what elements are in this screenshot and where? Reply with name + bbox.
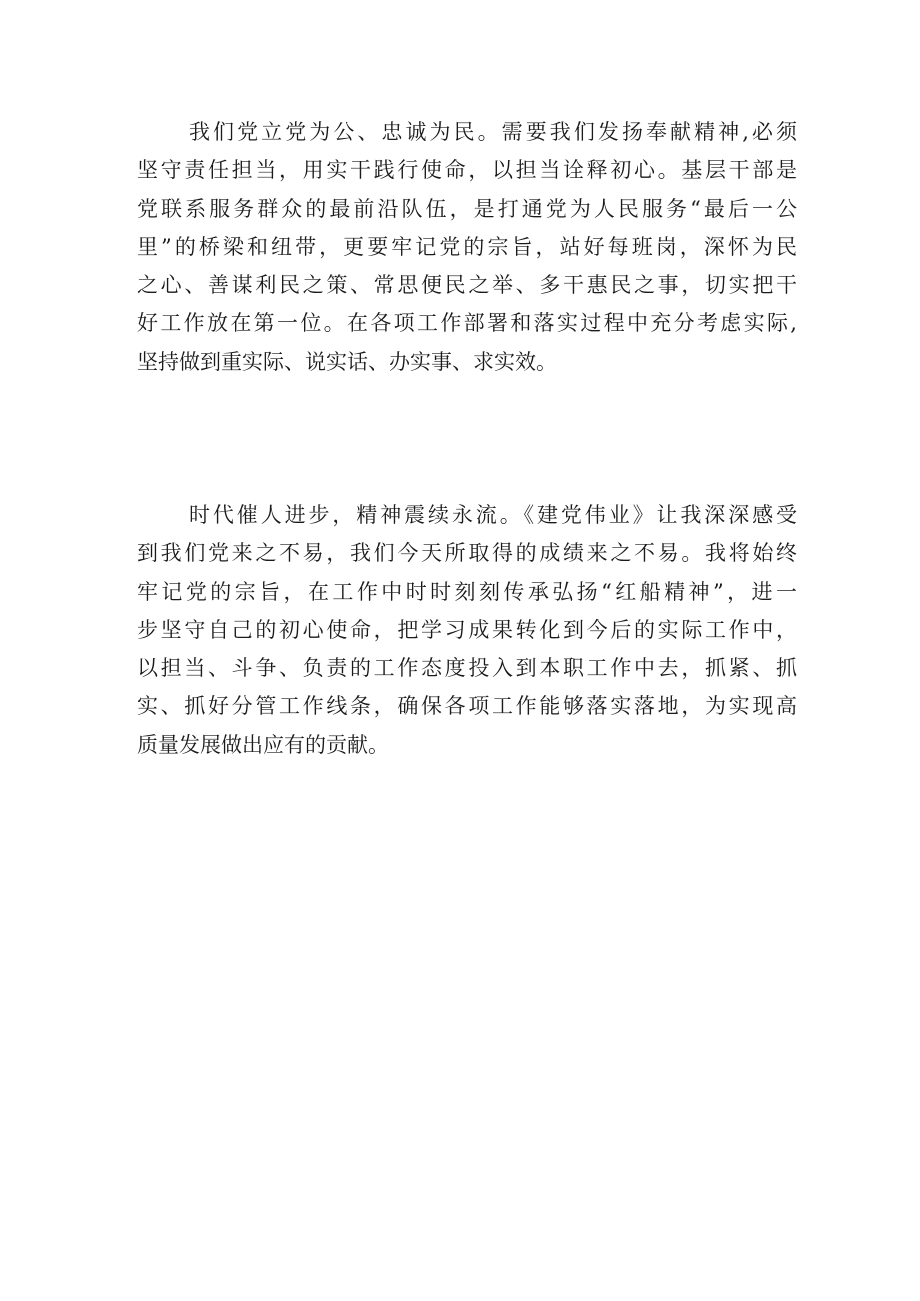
paragraph-2 <box>137 496 797 764</box>
paragraph-1-line-1: 我们党立党为公、忠诚为民。需要我们发扬奉献精神,必须 <box>189 120 797 144</box>
paragraph-1-line-3: 党联系服务群众的最前沿队伍，是打通党为人民服务“最后一公 <box>137 196 797 221</box>
paragraph-1-line-2: 坚守责任担当，用实干践行使命，以担当诠释初心。基层干部是 <box>137 158 797 183</box>
paragraph-1-line-6: 好工作放在第一位。在各项工作部署和落实过程中充分考虑实际, <box>137 311 797 336</box>
paragraph-2-line-2: 到我们党来之不易，我们今天所取得的成绩来之不易。我将始终 <box>137 541 797 566</box>
paragraph-2-line-7: 质量发展做出应有的贡献。 <box>137 732 389 757</box>
paragraph-1-line-4: 里”的桥梁和纽带，更要牢记党的宗旨，站好每班岗，深怀为民 <box>137 234 797 259</box>
paragraph-2-line-3: 牢记党的宗旨，在工作中时时刻刻传承弘扬“红船精神”，进一 <box>137 579 797 604</box>
paragraph-2-line-4: 步坚守自己的初心使命，把学习成果转化到今后的实际工作中， <box>137 617 797 642</box>
paragraph-1 <box>137 113 797 381</box>
paragraph-2-line-5: 以担当、斗争、负责的工作态度投入到本职工作中去，抓紧、抓 <box>137 656 797 681</box>
paragraph-1-line-5: 之心、善谋利民之策、常思便民之举、多干惠民之事，切实把干 <box>137 273 797 298</box>
paragraph-2-line-1: 时代催人进步，精神震续永流。《建党伟业》让我深深感受 <box>189 503 797 527</box>
paragraph-1-line-7: 坚持做到重实际、说实话、办实事、求实效。 <box>137 349 557 374</box>
paragraph-2-line-6: 实、抓好分管工作线条，确保各项工作能够落实落地，为实现高 <box>137 694 797 719</box>
